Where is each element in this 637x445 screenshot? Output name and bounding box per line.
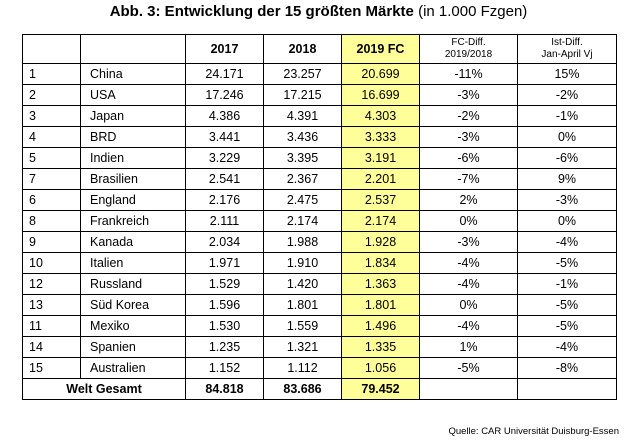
cell-ist-diff: 0% bbox=[518, 127, 617, 148]
cell-2018: 1.988 bbox=[264, 232, 342, 253]
cell-fc-diff: -7% bbox=[420, 169, 518, 190]
cell-rank: 10 bbox=[23, 253, 81, 274]
cell-2017: 3.441 bbox=[186, 127, 264, 148]
cell-2019-fc: 20.699 bbox=[342, 64, 420, 85]
figure-title bbox=[0, 3, 637, 21]
cell-2019-fc: 2.174 bbox=[342, 211, 420, 232]
cell-rank: 15 bbox=[23, 358, 81, 379]
total-fc-diff bbox=[420, 379, 518, 400]
cell-fc-diff: -4% bbox=[420, 316, 518, 337]
cell-2019-fc: 2.201 bbox=[342, 169, 420, 190]
cell-ist-diff: -5% bbox=[518, 295, 617, 316]
cell-country: Brasilien bbox=[81, 169, 186, 190]
cell-2019-fc: 1.834 bbox=[342, 253, 420, 274]
cell-2019-fc: 1.928 bbox=[342, 232, 420, 253]
cell-fc-diff: -6% bbox=[420, 148, 518, 169]
cell-ist-diff: 15% bbox=[518, 64, 617, 85]
cell-2019-fc: 1.335 bbox=[342, 337, 420, 358]
cell-2017: 1.529 bbox=[186, 274, 264, 295]
cell-2018: 3.395 bbox=[264, 148, 342, 169]
cell-rank: 11 bbox=[23, 316, 81, 337]
cell-2018: 2.174 bbox=[264, 211, 342, 232]
cell-ist-diff: -8% bbox=[518, 358, 617, 379]
cell-rank: 13 bbox=[23, 295, 81, 316]
cell-country: Süd Korea bbox=[81, 295, 186, 316]
table-row bbox=[23, 85, 617, 106]
cell-2017: 2.541 bbox=[186, 169, 264, 190]
table-row bbox=[23, 64, 617, 85]
cell-2017: 1.596 bbox=[186, 295, 264, 316]
table-row bbox=[23, 106, 617, 127]
header-ist-diff-line2: Jan-April Vj bbox=[541, 49, 593, 60]
cell-ist-diff: -4% bbox=[518, 337, 617, 358]
cell-country: Mexiko bbox=[81, 316, 186, 337]
total-2019-fc: 79.452 bbox=[342, 379, 420, 400]
cell-country: Frankreich bbox=[81, 211, 186, 232]
cell-fc-diff: -4% bbox=[420, 274, 518, 295]
cell-country: Australien bbox=[81, 358, 186, 379]
cell-rank: 12 bbox=[23, 274, 81, 295]
figure-title-unit: (in 1.000 Fzgen) bbox=[413, 3, 528, 20]
cell-2017: 2.034 bbox=[186, 232, 264, 253]
cell-ist-diff: -2% bbox=[518, 85, 617, 106]
cell-2017: 1.152 bbox=[186, 358, 264, 379]
total-2017: 84.818 bbox=[186, 379, 264, 400]
cell-fc-diff: -3% bbox=[420, 232, 518, 253]
cell-2018: 2.367 bbox=[264, 169, 342, 190]
header-2019-fc: 2019 FC bbox=[342, 35, 420, 64]
cell-fc-diff: -5% bbox=[420, 358, 518, 379]
cell-2018: 23.257 bbox=[264, 64, 342, 85]
cell-fc-diff: 1% bbox=[420, 337, 518, 358]
cell-country: USA bbox=[81, 85, 186, 106]
cell-country: China bbox=[81, 64, 186, 85]
cell-fc-diff: 0% bbox=[420, 211, 518, 232]
header-ist-diff-line1: Ist-Diff. bbox=[551, 37, 583, 48]
table-row bbox=[23, 211, 617, 232]
markets-table bbox=[22, 34, 617, 400]
cell-2017: 17.246 bbox=[186, 85, 264, 106]
cell-rank: 8 bbox=[23, 211, 81, 232]
table-row bbox=[23, 274, 617, 295]
cell-2018: 1.420 bbox=[264, 274, 342, 295]
cell-2019-fc: 16.699 bbox=[342, 85, 420, 106]
cell-rank: 6 bbox=[23, 190, 81, 211]
header-ist-diff bbox=[518, 35, 617, 64]
header-fc-diff-line2: 2019/2018 bbox=[444, 49, 493, 60]
cell-2017: 3.229 bbox=[186, 148, 264, 169]
cell-ist-diff: -5% bbox=[518, 253, 617, 274]
cell-rank: 2 bbox=[23, 85, 81, 106]
cell-2017: 2.176 bbox=[186, 190, 264, 211]
table-row bbox=[23, 190, 617, 211]
total-row bbox=[23, 379, 617, 400]
header-rank bbox=[23, 35, 81, 64]
cell-rank: 7 bbox=[23, 169, 81, 190]
cell-ist-diff: -5% bbox=[518, 316, 617, 337]
cell-ist-diff: -6% bbox=[518, 148, 617, 169]
cell-2017: 1.530 bbox=[186, 316, 264, 337]
cell-country: Russland bbox=[81, 274, 186, 295]
cell-2018: 3.436 bbox=[264, 127, 342, 148]
cell-fc-diff: 2% bbox=[420, 190, 518, 211]
cell-country: Spanien bbox=[81, 337, 186, 358]
cell-ist-diff: -1% bbox=[518, 106, 617, 127]
table-row bbox=[23, 127, 617, 148]
header-row bbox=[23, 35, 617, 64]
header-country bbox=[81, 35, 186, 64]
cell-2018: 17.215 bbox=[264, 85, 342, 106]
cell-2019-fc: 1.363 bbox=[342, 274, 420, 295]
cell-fc-diff: -3% bbox=[420, 85, 518, 106]
cell-country: Kanada bbox=[81, 232, 186, 253]
cell-rank: 3 bbox=[23, 106, 81, 127]
cell-country: Indien bbox=[81, 148, 186, 169]
cell-ist-diff: -1% bbox=[518, 274, 617, 295]
cell-2017: 2.111 bbox=[186, 211, 264, 232]
cell-2018: 2.475 bbox=[264, 190, 342, 211]
header-2017: 2017 bbox=[186, 35, 264, 64]
cell-rank: 1 bbox=[23, 64, 81, 85]
cell-fc-diff: -4% bbox=[420, 253, 518, 274]
total-2018: 83.686 bbox=[264, 379, 342, 400]
cell-2019-fc: 1.496 bbox=[342, 316, 420, 337]
cell-country: Italien bbox=[81, 253, 186, 274]
cell-2017: 4.386 bbox=[186, 106, 264, 127]
cell-rank: 9 bbox=[23, 232, 81, 253]
cell-ist-diff: 9% bbox=[518, 169, 617, 190]
cell-country: Japan bbox=[81, 106, 186, 127]
cell-2017: 1.235 bbox=[186, 337, 264, 358]
cell-2018: 1.112 bbox=[264, 358, 342, 379]
cell-2019-fc: 3.191 bbox=[342, 148, 420, 169]
table-row bbox=[23, 337, 617, 358]
cell-2018: 1.559 bbox=[264, 316, 342, 337]
table-row bbox=[23, 295, 617, 316]
cell-2019-fc: 1.056 bbox=[342, 358, 420, 379]
cell-2018: 4.391 bbox=[264, 106, 342, 127]
cell-ist-diff: -3% bbox=[518, 190, 617, 211]
table-row bbox=[23, 358, 617, 379]
cell-2019-fc: 4.303 bbox=[342, 106, 420, 127]
cell-rank: 4 bbox=[23, 127, 81, 148]
figure-title-main: Abb. 3: Entwicklung der 15 größten Märkte bbox=[109, 3, 414, 20]
cell-2018: 1.910 bbox=[264, 253, 342, 274]
header-fc-diff bbox=[420, 35, 518, 64]
cell-2019-fc: 3.333 bbox=[342, 127, 420, 148]
source-note: Quelle: CAR Universität Duisburg-Essen bbox=[448, 426, 619, 437]
cell-fc-diff: -2% bbox=[420, 106, 518, 127]
cell-fc-diff: -3% bbox=[420, 127, 518, 148]
cell-2019-fc: 1.801 bbox=[342, 295, 420, 316]
table-row bbox=[23, 253, 617, 274]
cell-2017: 24.171 bbox=[186, 64, 264, 85]
cell-fc-diff: 0% bbox=[420, 295, 518, 316]
cell-ist-diff: -4% bbox=[518, 232, 617, 253]
table-row bbox=[23, 232, 617, 253]
cell-rank: 14 bbox=[23, 337, 81, 358]
cell-country: BRD bbox=[81, 127, 186, 148]
cell-2017: 1.971 bbox=[186, 253, 264, 274]
table-row bbox=[23, 316, 617, 337]
cell-2018: 1.801 bbox=[264, 295, 342, 316]
header-2018: 2018 bbox=[264, 35, 342, 64]
cell-2018: 1.321 bbox=[264, 337, 342, 358]
cell-fc-diff: -11% bbox=[420, 64, 518, 85]
cell-2019-fc: 2.537 bbox=[342, 190, 420, 211]
table-body bbox=[23, 64, 617, 379]
cell-country: England bbox=[81, 190, 186, 211]
cell-ist-diff: 0% bbox=[518, 211, 617, 232]
total-label: Welt Gesamt bbox=[23, 379, 186, 400]
cell-rank: 5 bbox=[23, 148, 81, 169]
total-ist-diff bbox=[518, 379, 617, 400]
table-row bbox=[23, 169, 617, 190]
header-fc-diff-line1: FC-Diff. bbox=[451, 37, 486, 48]
table-row bbox=[23, 148, 617, 169]
